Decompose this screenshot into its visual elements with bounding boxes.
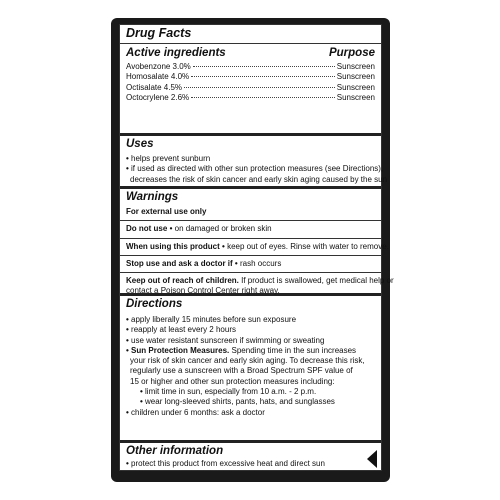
ingredient-purpose: Sunscreen — [336, 72, 375, 82]
drug-facts-panel — [119, 24, 394, 471]
ingredient-row — [120, 62, 381, 72]
directions-item: • reapply at least every 2 hours — [120, 325, 381, 335]
ingredient-row — [120, 93, 381, 103]
when-using-row: When using this product • keep out of eyes. Rinse with water to remove. — [120, 238, 381, 255]
ingredient-list — [120, 60, 381, 103]
other-info-section — [120, 443, 381, 472]
uses-section — [120, 136, 388, 189]
uses-item: • helps prevent sunburn — [120, 151, 381, 164]
sun-protection-subitem: • wear long-sleeved shirts, pants, hats, and sunglasses — [120, 397, 381, 407]
directions-item: • apply liberally 15 minutes before sun exposure — [120, 315, 381, 325]
ingredient-row — [120, 83, 381, 93]
active-header-row — [120, 44, 381, 60]
page-title: Drug Facts — [120, 25, 381, 44]
do-not-use-row: Do not use • on damaged or broken skin — [120, 220, 381, 237]
active-ingredients-section — [120, 25, 381, 136]
ingredient-row — [120, 72, 381, 82]
directions-item: • use water resistant sunscreen if swimming or sweating — [120, 336, 381, 346]
ingredient-name: Octisalate 4.5% — [126, 82, 183, 92]
other-info-item: • protect this product from excessive heat and direct sun — [120, 458, 381, 469]
uses-item: • if used as directed with other sun protection measures (see Directions), — [120, 164, 381, 174]
sun-protection-line: 15 or higher and other sun protection measures including: — [130, 376, 335, 386]
ingredient-name: Homosalate 4.0% — [126, 72, 190, 82]
uses-heading: Uses — [126, 138, 154, 150]
warnings-section — [120, 189, 394, 296]
keep-out-row: Keep out of reach of children. If product is swallowed, get medical help or — [120, 272, 381, 286]
warnings-heading: Warnings — [126, 191, 179, 203]
ingredient-name: Avobenzone 3.0% — [126, 62, 191, 71]
ingredient-purpose: Sunscreen — [336, 62, 375, 71]
ingredient-purpose: Sunscreen — [336, 92, 375, 102]
label-frame — [111, 18, 394, 482]
active-heading: Active ingredients — [126, 47, 226, 59]
external-use: For external use only — [126, 207, 207, 216]
stop-use-row: Stop use and ask a doctor if • rash occurs — [120, 255, 381, 272]
sun-protection-line: your risk of skin cancer and early skin aging. To decrease this risk, — [130, 356, 365, 366]
sun-protection-item: • Sun Protection Measures. Spending time in the sun increases — [120, 346, 381, 356]
directions-section — [120, 296, 381, 443]
sun-protection-line: regularly use a sunscreen with a Broad Spectrum SPF value of — [130, 366, 353, 376]
continued-arrow-icon — [367, 450, 377, 468]
sun-protection-subitem: • limit time in sun, especially from 10 a.m. - 2 p.m. — [120, 387, 381, 397]
directions-item: • children under 6 months: ask a doctor — [120, 408, 381, 418]
other-info-heading: Other information — [126, 445, 224, 457]
ingredient-name: Octocrylene 2.6% — [126, 92, 190, 102]
uses-item-continued: decreases the risk of skin cancer and early skin aging caused by the sun — [130, 174, 388, 184]
keep-out-row-continued: contact a Poison Control Center right away. — [126, 286, 280, 296]
directions-heading: Directions — [126, 298, 183, 310]
ingredient-purpose: Sunscreen — [336, 82, 375, 92]
purpose-heading: Purpose — [328, 47, 375, 59]
